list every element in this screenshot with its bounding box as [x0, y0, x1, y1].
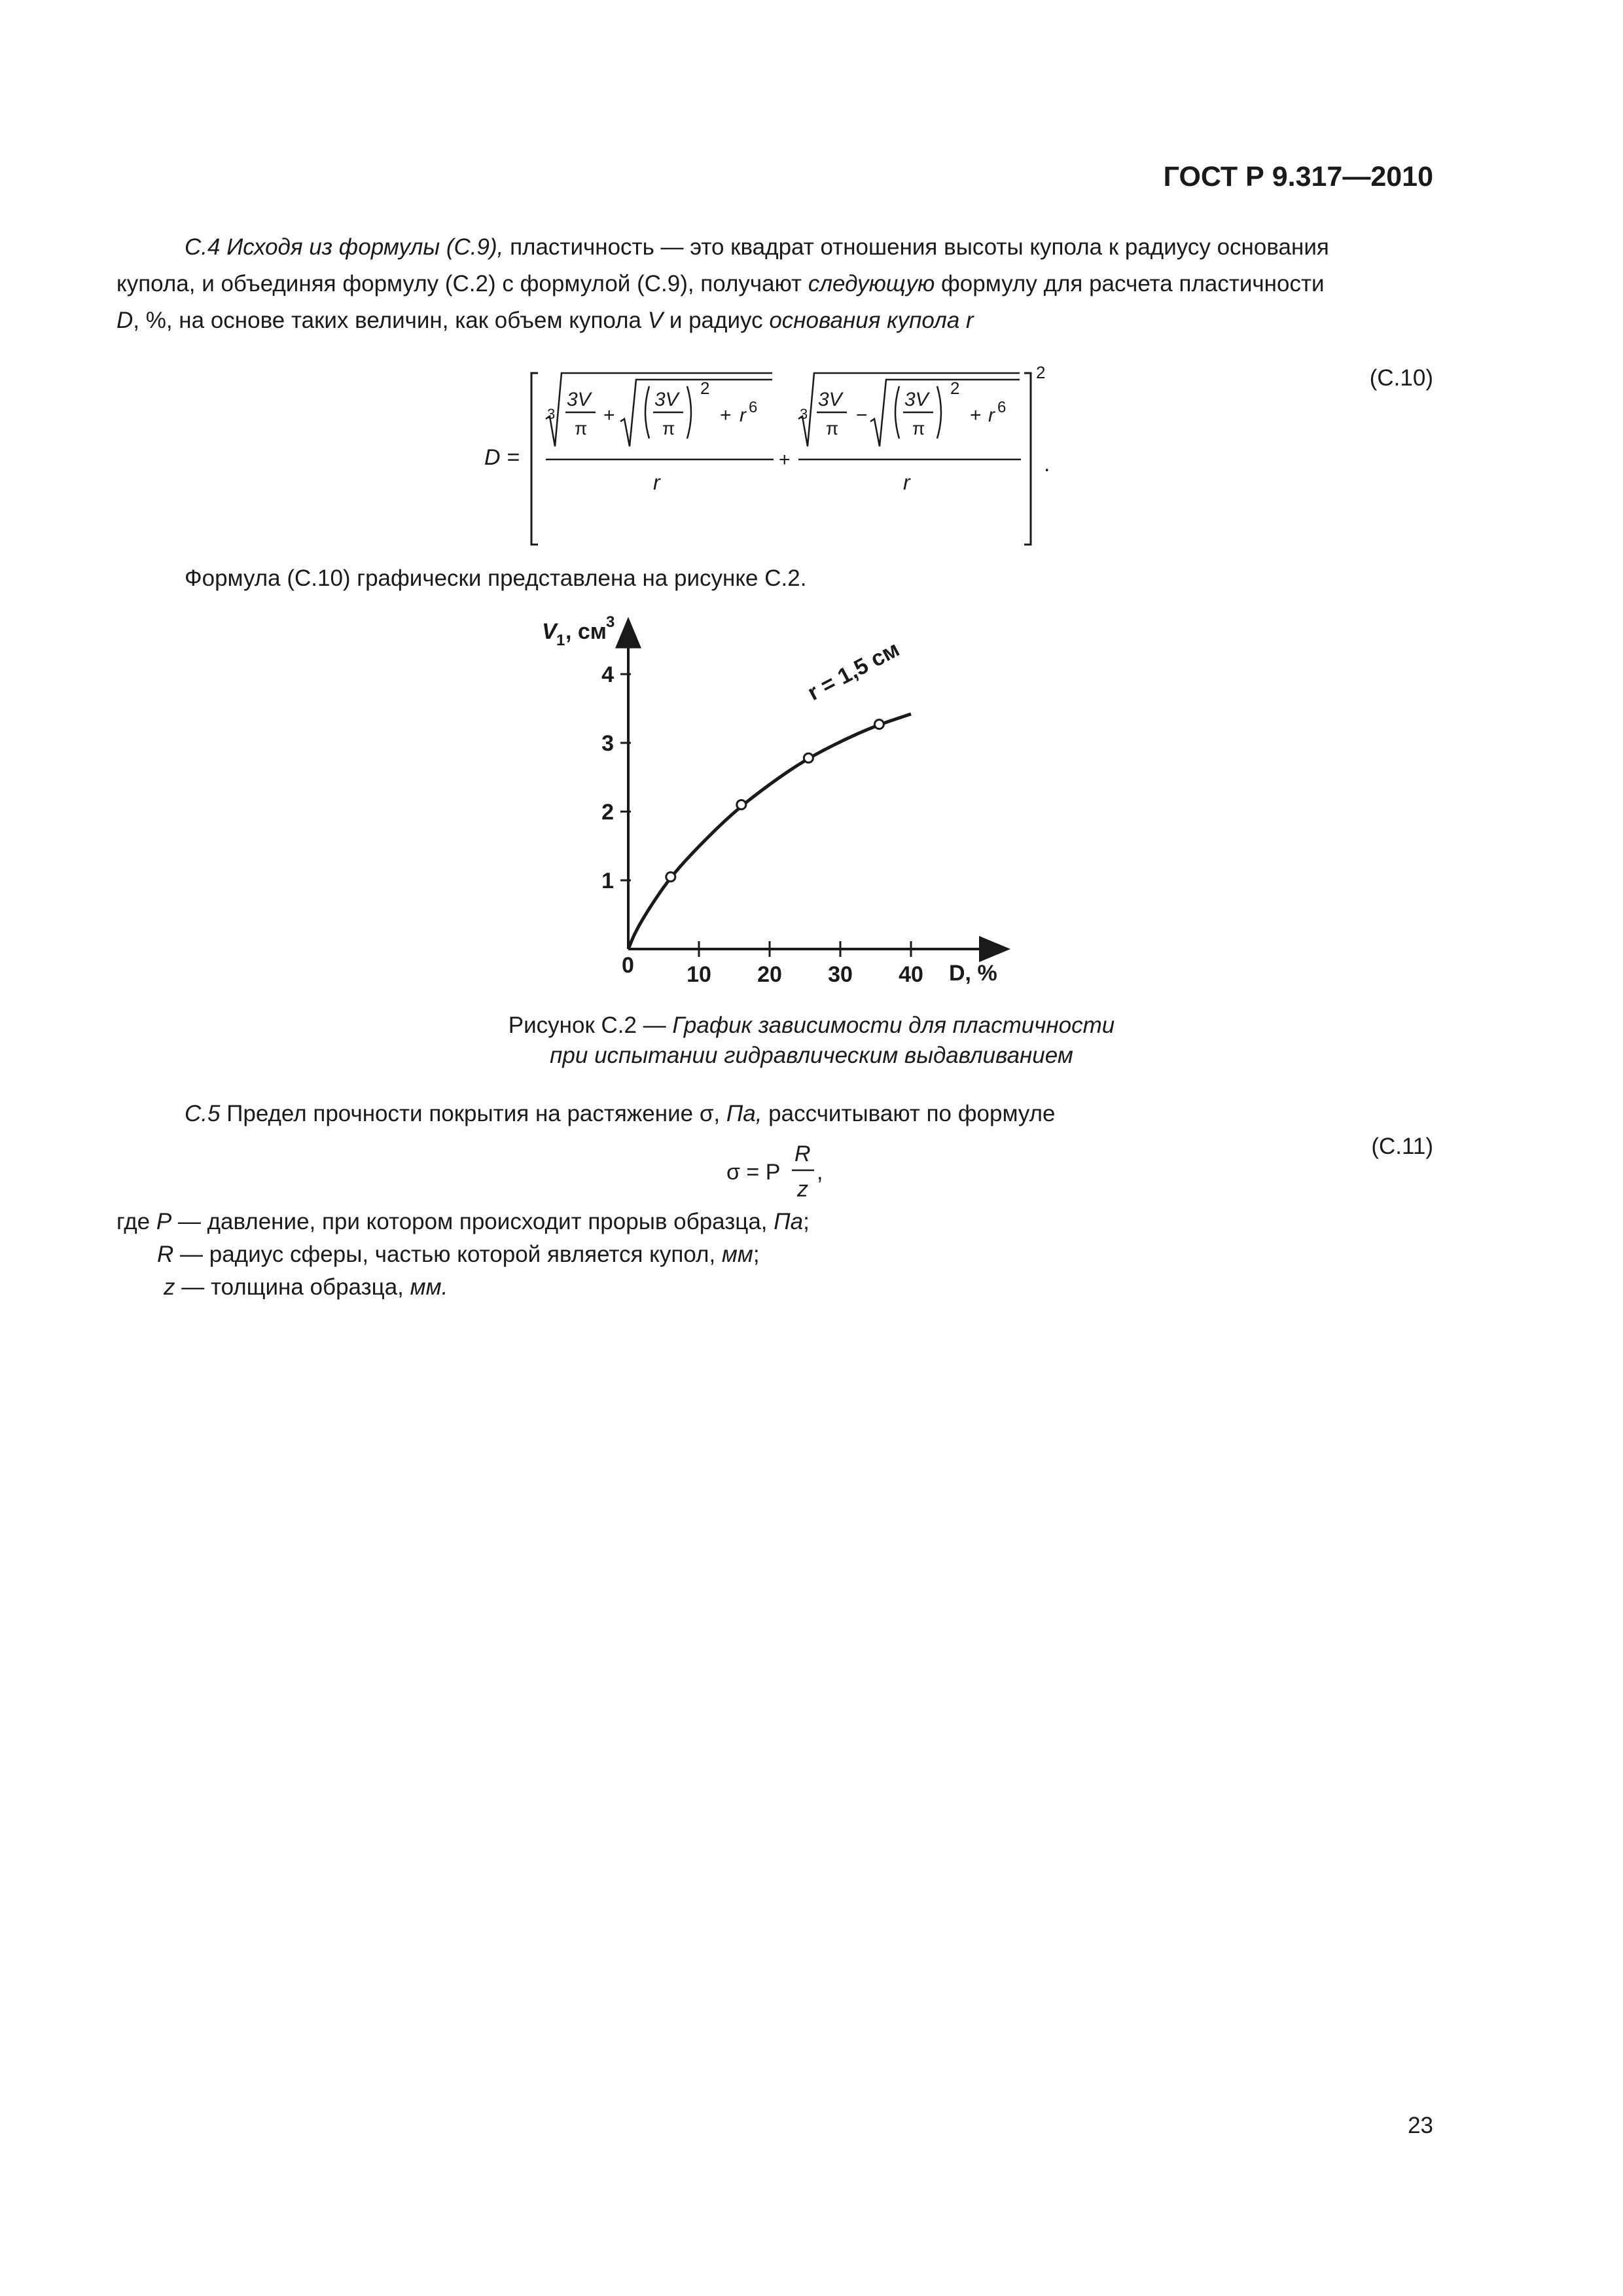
- c4-symbol-v: V: [647, 308, 664, 333]
- document-code: ГОСТ Р 9.317—2010: [1163, 161, 1433, 192]
- y-axis-label-sub: 1: [556, 632, 565, 649]
- chart-ticks: [601, 662, 923, 987]
- formula-c10: [484, 353, 1073, 550]
- c5-text-b: рассчитывают по формуле: [762, 1101, 1056, 1126]
- y-axis-label-unit: , см: [565, 619, 607, 644]
- op-plus-between: +: [779, 449, 791, 471]
- figure-caption-line-1: [0, 1011, 1623, 1041]
- definition-symbol-z: z: [164, 1274, 175, 1300]
- op-plus-2: +: [970, 404, 982, 426]
- y-axis-label-sup: 3: [606, 613, 615, 631]
- definition-unit-r: мм: [721, 1242, 753, 1267]
- fraction-2: [798, 373, 1021, 494]
- left-bracket: [531, 373, 538, 545]
- formula-c11-number: (С.11): [1371, 1134, 1433, 1159]
- square-exp-1: 2: [700, 378, 710, 398]
- r-exponent-2: 6: [997, 399, 1007, 416]
- term-pi-1b: π: [662, 418, 675, 439]
- x-tick-label: 30: [828, 962, 853, 987]
- chart-series: [628, 637, 911, 949]
- data-point-marker: [874, 720, 883, 729]
- c4-line3-text-a: , %, на основе таких величин, как объем купола: [133, 308, 648, 333]
- definition-end-r: ;: [753, 1242, 760, 1267]
- figure-caption-title-1: График зависимости для пластичности: [672, 1013, 1115, 1038]
- definition-z: [116, 1271, 1433, 1304]
- c5-unit: Па,: [726, 1101, 762, 1126]
- page-number: 23: [1408, 2113, 1433, 2138]
- term-pi-1: π: [575, 418, 588, 439]
- op-plus-1b: +: [720, 404, 732, 426]
- formula-c11-comma: ,: [817, 1160, 823, 1185]
- x-tick-label: 40: [899, 962, 923, 987]
- definitions-list: [116, 1206, 1433, 1304]
- definition-text-p: — давление, при котором происходит прорыв образца,: [171, 1209, 774, 1234]
- formula-c10-period: .: [1044, 452, 1050, 476]
- y-axis-label-var: V: [542, 619, 557, 644]
- c4-line2-text-b: формулу для расчета пластичности: [935, 271, 1325, 296]
- term-3v-2b: 3V: [904, 389, 929, 410]
- outer-exponent: 2: [1036, 363, 1046, 382]
- c5-text-a: Предел прочности покрытия на растяжение σ,: [220, 1101, 726, 1126]
- formula-c11-lhs: σ = P: [726, 1160, 781, 1185]
- paragraph-c4: [116, 229, 1433, 339]
- y-tick-label: 2: [601, 800, 614, 825]
- x-axis-label: D, %: [949, 961, 997, 986]
- term-r-1: r: [740, 404, 746, 426]
- c4-line1-text: пластичность — это квадрат отношения высоты купола к радиусу основания: [503, 234, 1329, 260]
- root-index-2: 3: [800, 406, 808, 422]
- definition-prefix: где: [116, 1209, 156, 1234]
- data-point-marker: [737, 800, 746, 810]
- x-tick-label: 20: [757, 962, 782, 987]
- x-tick-label: 10: [687, 962, 711, 987]
- y-tick-label: 1: [601, 869, 614, 893]
- term-3v-1b: 3V: [654, 389, 679, 410]
- definition-text-r: — радиус сферы, частью которой является купол,: [173, 1242, 722, 1267]
- op-plus-1: +: [603, 404, 615, 426]
- c4-line2-text-a: купола, и объединяя формулу (С.2) с формулой (С.9), получают: [116, 271, 808, 296]
- c4-line3-text-b: и радиус: [663, 308, 770, 333]
- paragraph-c4-line-1: [116, 229, 1433, 266]
- definition-unit-p: Па: [774, 1209, 804, 1234]
- term-r-2: r: [988, 404, 995, 426]
- data-point-marker: [804, 753, 813, 762]
- figure-caption-prefix: Рисунок С.2 —: [508, 1013, 673, 1038]
- denominator-r-1: r: [653, 471, 660, 494]
- paragraph-c5: [116, 1096, 1501, 1132]
- fraction-1: [546, 373, 774, 494]
- c5-number: С.5: [185, 1101, 221, 1126]
- figure-c2-chart: [524, 609, 1021, 988]
- square-exp-2: 2: [950, 378, 960, 398]
- series-label: r = 1,5 см: [803, 636, 904, 706]
- formula-c11-numerator: R: [794, 1141, 811, 1166]
- c4-intro: С.4 Исходя из формулы (С.9),: [185, 234, 504, 260]
- figure-caption-line-2: при испытании гидравлическим выдавливанием: [550, 1043, 1073, 1068]
- right-bracket: [1024, 373, 1031, 545]
- definition-p: [116, 1206, 1433, 1238]
- definition-text-z: — толщина образца,: [175, 1274, 410, 1300]
- formula-c10-lhs: D =: [484, 445, 520, 470]
- definition-symbol-r: R: [157, 1242, 174, 1267]
- term-3v-1: 3V: [567, 389, 591, 410]
- formula-c11: [726, 1132, 883, 1211]
- definition-symbol-p: P: [156, 1209, 172, 1234]
- definition-end-p: ;: [803, 1209, 810, 1234]
- definition-unit-z: мм.: [410, 1274, 448, 1300]
- term-pi-2b: π: [912, 418, 925, 439]
- formula-reference-text: Формула (С.10) графически представлена на рисунке С.2.: [185, 565, 807, 591]
- r-exponent-1: 6: [749, 399, 758, 416]
- figure-caption: [0, 1011, 1623, 1071]
- c4-line3-italic: основания купола r: [769, 308, 974, 333]
- op-minus-2: −: [856, 404, 868, 426]
- root-index-1: 3: [547, 406, 556, 422]
- denominator-r-2: r: [903, 471, 910, 494]
- formula-c10-number: (С.10): [1369, 365, 1433, 391]
- c4-line2-italic: следующую: [808, 271, 935, 296]
- origin-label: 0: [622, 953, 634, 978]
- paragraph-c4-line-2: [116, 266, 1433, 302]
- series-line: [628, 714, 911, 949]
- c4-symbol-d: D: [116, 308, 134, 333]
- y-tick-label: 3: [601, 731, 614, 756]
- formula-c11-denominator: z: [797, 1177, 808, 1202]
- paragraph-c4-line-3: [116, 302, 1433, 339]
- y-tick-label: 4: [601, 662, 614, 687]
- definition-r: [116, 1238, 1433, 1271]
- term-pi-2: π: [826, 418, 839, 439]
- term-3v-2: 3V: [818, 389, 842, 410]
- data-point-marker: [666, 872, 675, 882]
